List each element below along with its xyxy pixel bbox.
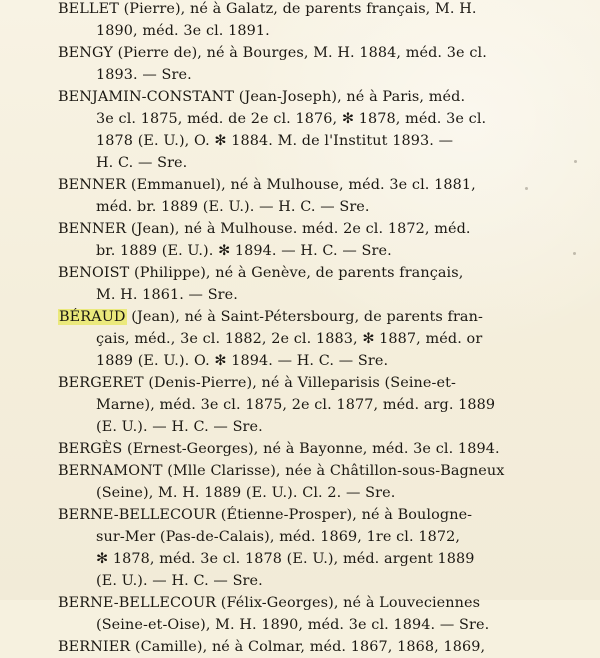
- entry-line: BERNAMONT (Mlle Clarisse), née à Châtillon-sous-Bagneux: [58, 463, 505, 479]
- entry-line: BENJAMIN-CONSTANT (Jean-Joseph), né à Paris, méd.: [58, 89, 466, 105]
- entry-line: br. 1889 (E. U.). ✻ 1894. — H. C. — Sre.: [96, 243, 392, 259]
- entry-beraud: [58, 306, 556, 372]
- entry-line: ✻ 1878, méd. 3e cl. 1878 (E. U.), méd. argent 1889: [96, 551, 475, 567]
- entry-line: 1890, méd. 3e cl. 1891.: [96, 23, 270, 39]
- entry-line: M. H. 1861. — Sre.: [96, 287, 238, 303]
- entry-text: (Jean), né à Saint-Pétersbourg, de parents fran-: [126, 309, 483, 325]
- entry-line: çais, méd., 3e cl. 1882, 2e cl. 1883, ✻ 1887, méd. or: [96, 331, 483, 347]
- paper-speck: [574, 160, 577, 163]
- highlighted-name: BÉRAUD: [59, 309, 126, 325]
- entry-line: 1889 (E. U.). O. ✻ 1894. — H. C. — Sre.: [96, 353, 389, 369]
- paper-speck: [573, 252, 576, 255]
- entry-line: (Seine), M. H. 1889 (E. U.). Cl. 2. — Sre.: [96, 485, 396, 501]
- entry-line: BENOIST (Philippe), né à Genève, de parents français,: [58, 265, 464, 281]
- entry-berne-bellecour-felix: [58, 592, 556, 636]
- entry-line: sur-Mer (Pas-de-Calais), méd. 1869, 1re cl. 1872,: [96, 529, 461, 545]
- entry-line: (Seine-et-Oise), M. H. 1890, méd. 3e cl. 1894. — Sre.: [96, 617, 490, 633]
- entry-line: Marne), méd. 3e cl. 1875, 2e cl. 1877, méd. arg. 1889: [96, 397, 496, 413]
- entry-line: (E. U.). — H. C. — Sre.: [96, 419, 263, 435]
- entry-benoist: [58, 262, 556, 306]
- entry-line: BENNER (Jean), né à Mulhouse. méd. 2e cl. 1872, méd.: [58, 221, 471, 237]
- entry-benjamin-constant: [58, 86, 556, 174]
- entry-line: (E. U.). — H. C. — Sre.: [96, 573, 263, 589]
- entry-line: BERGÈS (Ernest-Georges), né à Bayonne, méd. 3e cl. 1894.: [58, 441, 500, 457]
- entry-benner-emmanuel: [58, 174, 556, 218]
- paper-speck: [525, 187, 528, 190]
- entry-benner-jean: [58, 218, 556, 262]
- entry-bernamont: [58, 460, 556, 504]
- entry-bergeret: [58, 372, 556, 438]
- entry-line: BENGY (Pierre de), né à Bourges, M. H. 1884, méd. 3e cl.: [58, 45, 487, 61]
- entry-line: BENNER (Emmanuel), né à Mulhouse, méd. 3e cl. 1881,: [58, 177, 476, 193]
- entry-line: BERNIER (Camille), né à Colmar, méd. 1867, 1868, 1869,: [58, 639, 486, 655]
- entry-bengy: [58, 42, 556, 86]
- entry-line: BERGERET (Denis-Pierre), né à Villeparisis (Seine-et-: [58, 375, 456, 391]
- entry-bellet: [58, 0, 556, 42]
- entry-list: [58, 0, 556, 658]
- entry-line: 1878 (E. U.), O. ✻ 1884. M. de l'Institut 1893. —: [96, 133, 454, 149]
- entry-line: 3e cl. 1875, méd. de 2e cl. 1876, ✻ 1878, méd. 3e cl.: [96, 111, 487, 127]
- entry-line: 1893. — Sre.: [96, 67, 192, 83]
- entry-line: BERNE-BELLECOUR (Félix-Georges), né à Louveciennes: [58, 595, 481, 611]
- entry-berne-bellecour-etienne: [58, 504, 556, 592]
- entry-line: [58, 306, 556, 328]
- entry-bernier: [58, 636, 556, 658]
- entry-line: BERNE-BELLECOUR (Étienne-Prosper), né à Boulogne-: [58, 507, 473, 523]
- entry-berges: [58, 438, 556, 460]
- entry-line: méd. br. 1889 (E. U.). — H. C. — Sre.: [96, 199, 370, 215]
- entry-line: BELLET (Pierre), né à Galatz, de parents français, M. H.: [58, 1, 477, 17]
- entry-line: H. C. — Sre.: [96, 155, 188, 171]
